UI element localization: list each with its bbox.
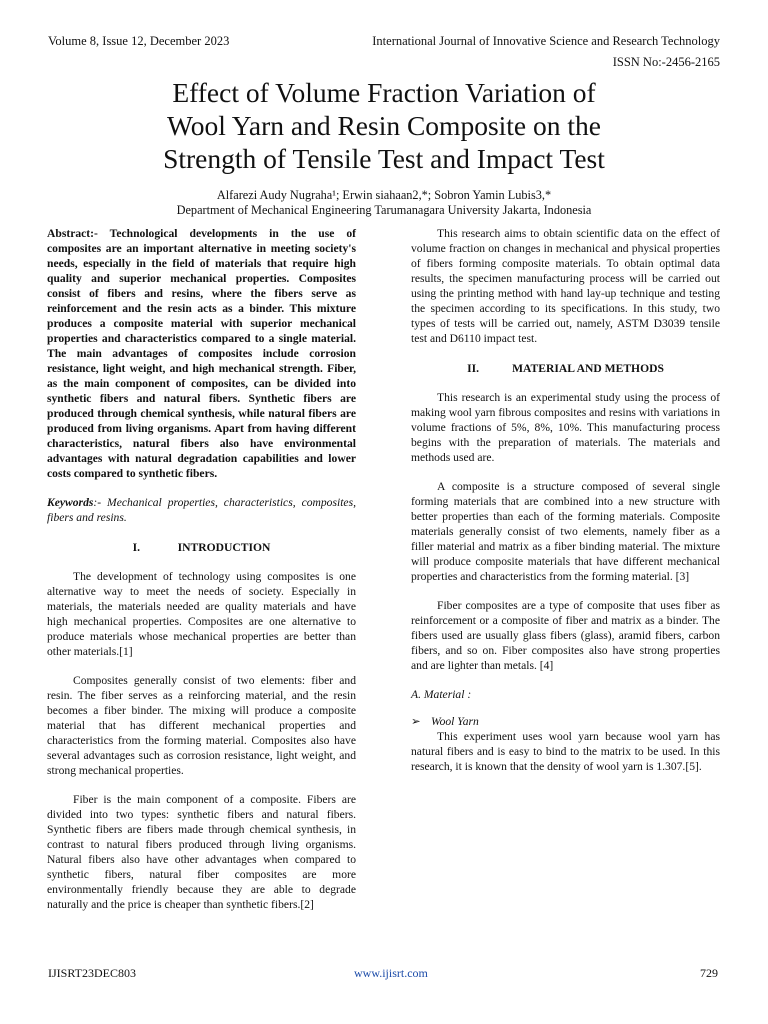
subsection-heading-material: A. Material :	[411, 688, 472, 701]
arrow-bullet-icon: ➢	[411, 715, 421, 728]
bullet-item-wool-yarn	[411, 714, 720, 729]
intro-paragraph: Composites generally consist of two elements: fiber and resin. The fiber serves as a reinforcing material, and the resin becomes a fiber binder. The mixing will produce a composite material that has different mechanical properties and characteristics from the forming material. Composites also have several advantages such as corrosion resistance, light weight, and strong mechanical properties.	[47, 674, 356, 777]
section-title: INTRODUCTION	[177, 541, 271, 554]
intro-paragraph: The development of technology using composites is one alternative way to meet the needs of society. Especially in materials, the materials needed are quality materials and have high mechanical properties. Composites are one alternative to produce materials whose mechanical properties are better than other materials.[1]	[47, 570, 356, 658]
department: Department of Mechanical Engineering Tarumanagara University Jakarta, Indonesia	[176, 203, 592, 217]
intro-paragraph: Fiber is the main component of a composite. Fibers are divided into two types: synthetic fibers and natural fibers. Synthetic fibers are fibers made through chemical synthesis, in contrast to natural fibers produced through living organisms. Natural fibers also have other advantages when compared to synthetic fibers, natural fiber composites are more environmentally friendly because they are able to degrade naturally and the price is cheaper than synthetic fibers.[2]	[47, 793, 356, 911]
section-number: I.	[132, 541, 141, 554]
footer-code: IJISRT23DEC803	[48, 966, 136, 980]
section-number: II.	[467, 362, 480, 375]
methods-paragraph: A composite is a structure composed of several single forming materials that are combined into a new structure with better properties than each of the forming materials. Composite materials generally consist of two elements, namely fiber as a filler material and matrix as a fiber binding material. The mixture will produce composite materials that have different mechanical properties and characteristics from the forming material. [3]	[411, 480, 720, 583]
methods-paragraph: Fiber composites are a type of composite that uses fiber as reinforcement or a composite of fiber and matrix as a binder. The fibers used are usually glass fibers (glass), aramid fibers, carbon fibers, and so on. Fiber composites also have strong properties and are lighter than metals. [4]	[411, 599, 720, 672]
section-heading-methods	[411, 361, 720, 376]
keywords-label: Keywords	[47, 496, 94, 509]
title-line-3: Strength of Tensile Test and Impact Test	[163, 143, 605, 174]
left-column	[47, 226, 356, 912]
header-volume: Volume 8, Issue 12, December 2023	[48, 34, 230, 48]
abstract-text: Technological developments in the use of composites are an important alternative in meeting society's needs, especially in the field of materials that require high quality and superior mechanical properties. Composites consist of fibers and resins, where the fibers serve as reinforcement and the resin acts as a binder. This mixture produces a composite material with superior mechanical properties and characteristics compared to a single material. The main advantages of composites include corrosion resistance, light weight, and high mechanical strength. Fiber, as the main component of composites, can be divided into synthetic fibers and natural fibers. Synthetic fibers are produced through chemical synthesis, while natural fibers are produced from living organisms. Apart from having different characteristics, natural fibers also have environmental advantages with natural degradation capabilities and lower costs compared to synthetic fibers.	[47, 227, 356, 480]
title-line-2: Wool Yarn and Resin Composite on the	[167, 110, 601, 141]
wool-yarn-paragraph: This experiment uses wool yarn because wool yarn has natural fibers and is easy to bind to the matrix to be used. In this research, it is known that the density of wool yarn is 1.307.[5].	[411, 730, 720, 773]
right-column	[411, 226, 720, 774]
header-issn: ISSN No:-2456-2165	[612, 55, 720, 69]
page-number: 729	[700, 966, 718, 980]
abstract	[47, 226, 356, 481]
section-title: MATERIAL AND METHODS	[512, 362, 664, 375]
authors: Alfarezi Audy Nugraha¹; Erwin siahaan2,*; Sobron Yamin Lubis3,*	[216, 188, 552, 202]
title-line-1: Effect of Volume Fraction Variation of	[172, 77, 596, 108]
footer-website-link[interactable]: www.ijisrt.com	[354, 966, 428, 980]
bullet-label: Wool Yarn	[431, 715, 479, 728]
research-aim-paragraph: This research aims to obtain scientific data on the effect of volume fraction on changes in mechanical and physical properties of fibers forming composite materials. To obtain optimal data results, the specimen manufacturing process will be carried out using the printing method with hand lay-up technique and testing the specimen according to its specifications. In this study, two types of tests will be carried out, namely, ASTM D3039 tensile test and D6110 impact test.	[411, 227, 720, 345]
header-journal: International Journal of Innovative Science and Research Technology	[372, 34, 720, 48]
keywords-text: :- Mechanical properties, characteristics, composites, fibers and resins.	[47, 496, 356, 524]
methods-paragraph: This research is an experimental study using the process of making wool yarn fibrous composites and resins with variations in volume fractions of 5%, 8%, 10%. This manufacturing process begins with the preparation of materials. The materials and methods used are.	[411, 391, 720, 464]
paper-title	[60, 76, 708, 175]
keywords	[47, 495, 356, 525]
section-heading-introduction	[47, 540, 356, 555]
abstract-label: Abstract:-	[47, 227, 98, 240]
